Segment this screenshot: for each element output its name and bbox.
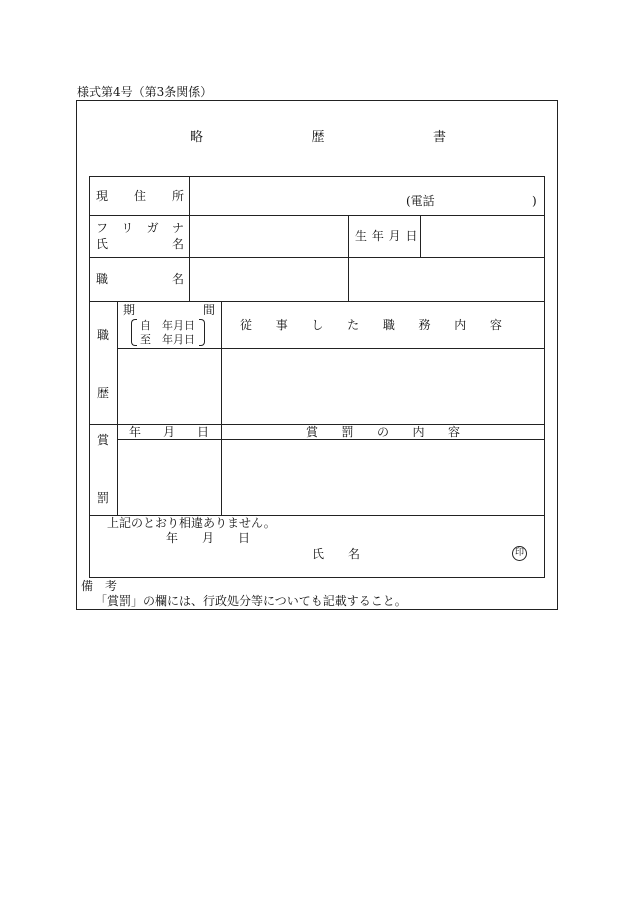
career-side-label-bottom: 歴	[97, 386, 110, 400]
rule	[221, 301, 222, 515]
period-bracket-right	[199, 319, 205, 346]
career-side-label-top: 職	[97, 328, 110, 342]
notes-text: 「賞罰」の欄には、行政処分等についても記載すること。	[95, 594, 407, 608]
phone-label: (電話	[406, 194, 435, 208]
form-caption: 様式第4号（第3条関係）	[77, 85, 213, 99]
rule	[117, 301, 118, 515]
position-label: 職 名	[96, 272, 184, 286]
address-label: 現 住 所	[96, 189, 184, 203]
rule	[89, 215, 545, 216]
birth-date-label: 生 年 月 日	[355, 229, 418, 243]
rule	[420, 215, 421, 257]
rule	[89, 257, 545, 258]
furigana-label: フ リ ガ ナ	[96, 221, 184, 235]
title-char: 略	[190, 130, 204, 145]
name-label: 氏 名	[96, 237, 184, 251]
duties-header: 従 事 し た 職 務 内 容	[240, 318, 502, 332]
form-title	[190, 131, 446, 144]
rule	[117, 348, 545, 349]
period-header: 期 間	[123, 303, 215, 317]
certify-date: 年 月 日	[166, 531, 251, 545]
phone-close-paren: )	[532, 194, 537, 208]
title-char: 書	[432, 130, 446, 145]
award-content-header: 賞 罰 の 内 容	[306, 425, 460, 439]
certify-statement: 上記のとおり相違ありません。	[107, 516, 276, 530]
rule	[348, 215, 349, 301]
rule	[189, 176, 190, 301]
rule	[89, 301, 545, 302]
certify-name-label: 氏 名	[312, 547, 361, 561]
period-from: 自 年月日	[140, 319, 195, 332]
award-side-label-top: 賞	[97, 433, 110, 447]
title-char: 歴	[311, 130, 325, 145]
notes-heading: 備 考	[81, 579, 118, 593]
seal-mark: 印	[512, 546, 527, 561]
award-side-label-bottom: 罰	[97, 491, 110, 505]
award-date-header: 年 月 日	[129, 425, 209, 439]
period-to: 至 年月日	[140, 333, 195, 346]
period-bracket-left	[131, 319, 137, 346]
rule	[117, 439, 545, 440]
